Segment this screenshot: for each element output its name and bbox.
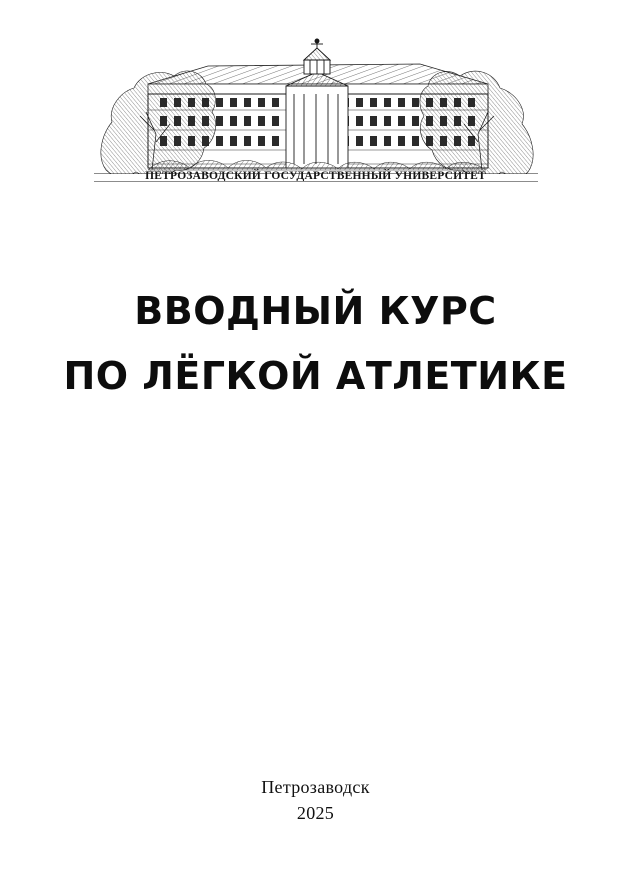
title-line-2: ПО ЛЁГКОЙ АТЛЕТИКЕ	[63, 354, 568, 398]
title-line-1: ВВОДНЫЙ КУРС	[134, 289, 497, 333]
imprint-year: 2025	[296, 802, 335, 823]
emblem-block	[0, 38, 631, 184]
university-building-engraving-icon	[90, 38, 542, 184]
imprint-block	[0, 774, 631, 826]
emblem-caption: ПЕТРОЗАВОДСКИЙ ГОСУДАРСТВЕННЫЙ УНИВЕРСИТЕТ	[145, 170, 486, 182]
page-title	[0, 289, 631, 398]
imprint-city: Петрозаводск	[261, 776, 370, 797]
